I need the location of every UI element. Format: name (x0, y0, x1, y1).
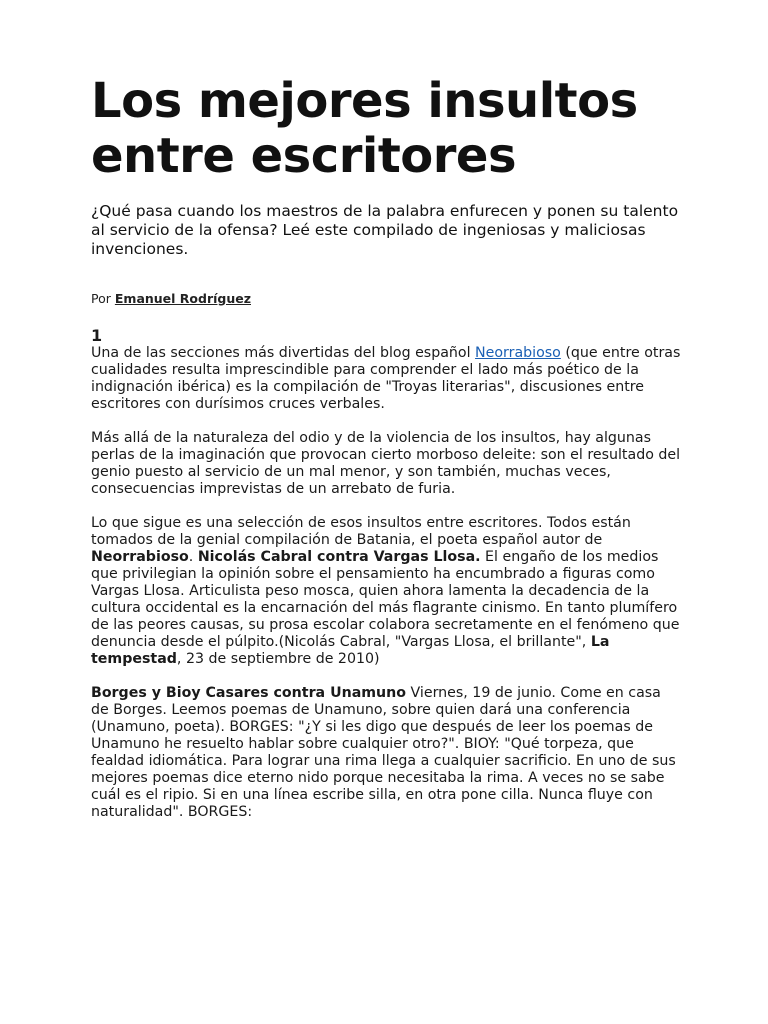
cabral-vs-vargas-heading: Nicolás Cabral contra Vargas Llosa. (197, 549, 481, 565)
paragraph-3 (91, 515, 681, 668)
paragraph-2-text: Más allá de la naturaleza del odio y de la violencia de los insultos, hay algunas perlas de la imaginación que provocan cierto morboso deleite: son el resultado del genio puesto al servicio de un mal menor, y son también, muchas veces, consecuencias imprevistas de un arrebato de furia. (91, 430, 681, 497)
article-title: Los mejores insultos entre escritores (91, 73, 638, 184)
byline (91, 291, 691, 307)
paragraph-3-text-c: El engaño de los medios que privilegian la opinión sobre el pensamiento ha encumbrado a figuras como Vargas Llosa. Articulista peso mosca, quien ahora lamenta la decadencia de la cultura occidental es la encarnación del más flagrante cinismo. En tanto plumífero de las peores causas, su prosa escolar colabora secretamente en el fenómeno que denuncia desde el púlpito.(Nicolás Cabral, "Vargas Llosa, el brillante", (91, 549, 680, 650)
paragraph-1-text-a: Una de las secciones más divertidas del blog español (91, 345, 476, 361)
paragraph-3-text-a: Lo que sigue es una selección de esos insultos entre escritores. Todos están tomados de la genial compilación de Batania, el poeta español autor de (91, 515, 631, 548)
paragraph-3-text-b: . (188, 549, 198, 565)
paragraph-4 (91, 685, 681, 821)
neorrabioso-bold: Neorrabioso (91, 549, 189, 565)
paragraph-1 (91, 345, 681, 413)
article (91, 74, 691, 838)
paragraph-4-text: Viernes, 19 de junio. Come en casa de Borges. Leemos poemas de Unamuno, sobre quien dará una conferencia (Unamuno, poeta). BORGES: "¿Y si les digo que después de leer los poemas de Unamuno he resuelto hablar sobre cualquier otro?". BIOY: "Qué torpeza, que fealdad idiomática. Para lograr una rima llega a cualquier sacrificio. En uno de sus mejores poemas dice eterno nido porque necesitaba la rima. A veces no se sabe cuál es el ripio. Si en una línea escribe silla, en otra pone cilla. Nunca fluye con naturalidad". BORGES: (91, 685, 676, 820)
article-subtitle: ¿Qué pasa cuando los maestros de la palabra enfurecen y ponen su talento al servicio de la ofensa? Leé este compilado de ingeniosas y maliciosas invenciones. (91, 202, 679, 258)
borges-bioy-vs-unamuno-heading: Borges y Bioy Casares contra Unamuno (91, 685, 406, 701)
author-link[interactable]: Emanuel Rodríguez (114, 291, 251, 306)
paragraph-3-text-d: , 23 de septiembre de 2010) (176, 651, 380, 667)
paragraph-2 (91, 430, 681, 498)
byline-prefix: Por (91, 291, 111, 306)
article-body (91, 345, 681, 821)
section-number: 1 (91, 326, 103, 345)
neorrabioso-link[interactable]: Neorrabioso (475, 345, 561, 361)
la-tempestad-bold: La tempestad (91, 634, 610, 667)
paragraph-1-text-b: (que entre otras cualidades resulta imprescindible para comprender el lado más poético de la indignación ibérica) es la compilación de "Troyas literarias", discusiones entre escritores con durísimos cruces verbales. (91, 345, 681, 412)
